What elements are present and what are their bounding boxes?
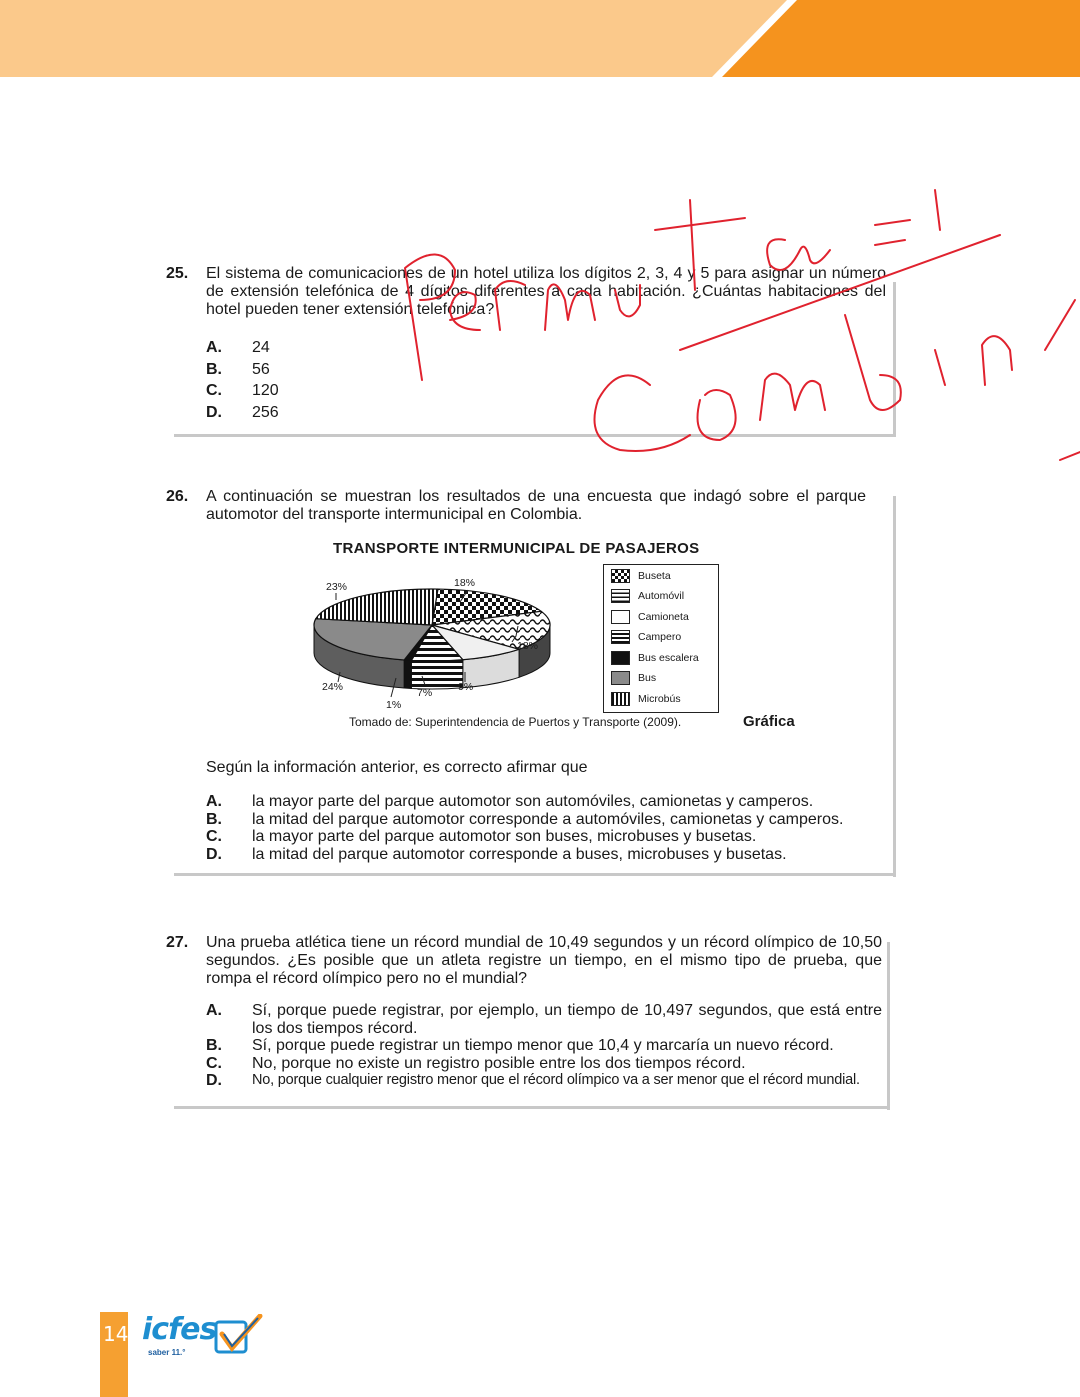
option-25-c[interactable] <box>206 382 506 404</box>
question-26-options <box>206 793 886 863</box>
logo-subtitle: saber 11.° <box>148 1348 186 1357</box>
figure-label: Gráfica <box>743 713 795 730</box>
chart-source: Tomado de: Superintendencia de Puertos y Transporte (2009). <box>349 715 682 729</box>
swatch-buseta <box>611 569 630 583</box>
option-text: Sí, porque puede registrar, por ejemplo, un tiempo de 10,497 segundos, que está entre los dos tiempos récord. <box>252 1002 882 1037</box>
legend-item-bus-escalera <box>611 651 699 665</box>
option-25-d[interactable] <box>206 404 506 426</box>
option-letter: A. <box>206 793 222 810</box>
legend-item-buseta <box>611 569 671 583</box>
option-text: 256 <box>252 403 279 421</box>
option-26-b[interactable] <box>206 811 886 829</box>
option-27-d[interactable] <box>206 1072 882 1090</box>
option-25-a[interactable] <box>206 339 506 361</box>
swatch-camioneta <box>611 610 630 624</box>
legend-item-automovil <box>611 589 684 603</box>
legend-item-campero <box>611 630 681 644</box>
question-27-frame-bottom <box>174 1106 890 1109</box>
option-26-d[interactable] <box>206 846 886 864</box>
option-text: No, porque cualquier registro menor que el récord olímpico va a ser menor que el récord mundial. <box>252 1072 860 1088</box>
question-27-number: 27. <box>166 934 189 951</box>
chart-title: TRANSPORTE INTERMUNICIPAL DE PASAJEROS <box>333 540 700 557</box>
legend-item-bus <box>611 671 656 685</box>
question-27-text: Una prueba atlética tiene un récord mundial de 10,49 segundos y un récord olímpico de 10,50 segundos. ¿Es posible que un atleta registre un tiempo, en el mismo tipo de prueba, que rompa el récord olímpico pero no el mundial? <box>206 934 882 987</box>
option-27-b[interactable] <box>206 1037 882 1055</box>
legend-label: Microbús <box>638 693 681 705</box>
option-letter: D. <box>206 403 222 421</box>
option-letter: B. <box>206 1037 222 1054</box>
legend-item-camioneta <box>611 610 689 624</box>
question-25-options <box>206 339 506 425</box>
question-26-frame-bottom <box>174 873 896 876</box>
question-25-number: 25. <box>166 265 189 282</box>
swatch-bus <box>611 671 630 685</box>
question-27-options <box>206 1002 882 1090</box>
pie-label-camioneta: 9% <box>458 681 474 693</box>
option-letter: A. <box>206 339 222 356</box>
pie-label-automovil: 18% <box>517 640 539 652</box>
question-26-text: A continuación se muestran los resultados de una encuesta que indagó sobre el parque automotor del transporte intermunicipal en Colombia. <box>206 488 866 523</box>
option-26-a[interactable] <box>206 793 886 811</box>
option-letter: B. <box>206 810 222 828</box>
pie-label-bus-escalera: 1% <box>386 699 402 711</box>
option-text: la mitad del parque automotor corresponde a automóviles, camionetas y camperos. <box>252 810 844 828</box>
option-letter: C. <box>206 1054 222 1072</box>
option-text: la mayor parte del parque automotor son automóviles, camionetas y camperos. <box>252 793 814 810</box>
option-text: 24 <box>252 339 270 356</box>
option-letter: B. <box>206 360 222 378</box>
question-25-frame-right <box>893 282 896 437</box>
option-text: Sí, porque puede registrar un tiempo menor que 10,4 y marcaría un nuevo récord. <box>252 1037 834 1054</box>
pie-label-buseta: 18% <box>454 577 476 589</box>
legend-label: Bus <box>638 672 657 684</box>
option-text: la mitad del parque automotor corresponde a buses, microbuses y busetas. <box>252 845 787 863</box>
pie-label-campero: 7% <box>417 687 433 699</box>
legend-item-microbus <box>611 692 681 706</box>
question-26-frame-right <box>893 496 896 877</box>
swatch-automovil <box>611 589 630 603</box>
swatch-microbus <box>611 692 630 706</box>
pie-label-bus: 24% <box>322 681 344 693</box>
pie-label-microbus: 23% <box>326 581 348 593</box>
legend-label: Camioneta <box>638 611 689 623</box>
swatch-bus-escalera <box>611 651 630 665</box>
pie-leader-lines <box>300 570 560 720</box>
option-letter: C. <box>206 828 222 845</box>
option-26-c[interactable] <box>206 828 886 846</box>
legend-label: Bus escalera <box>638 652 699 664</box>
question-25-frame-bottom <box>174 434 896 437</box>
option-letter: D. <box>206 1072 222 1089</box>
chart-legend <box>603 564 719 713</box>
option-letter: A. <box>206 1002 222 1019</box>
option-27-a[interactable] <box>206 1002 882 1037</box>
question-26-number: 26. <box>166 488 189 505</box>
check-icon <box>214 1314 264 1358</box>
question-27-frame-right <box>887 942 890 1110</box>
question-25-text: El sistema de comunicaciones de un hotel utiliza los dígitos 2, 3, 4 y 5 para asignar un número de extensión telefónica de 4 dígitos diferentes a cada habitación. ¿Cuántas habitaciones del hotel pueden tener extensión telefónica? <box>206 265 886 318</box>
option-text: la mayor parte del parque automotor son buses, microbuses y busetas. <box>252 828 757 845</box>
swatch-campero <box>611 630 630 644</box>
option-text: 56 <box>252 360 270 378</box>
icfes-logo <box>142 1312 217 1357</box>
legend-label: Buseta <box>638 570 671 582</box>
option-letter: C. <box>206 382 222 399</box>
legend-label: Automóvil <box>638 590 685 602</box>
option-25-b[interactable] <box>206 361 506 383</box>
page-number: 14 <box>103 1322 129 1346</box>
option-text: No, porque no existe un registro posible entre los dos tiempos récord. <box>252 1054 746 1072</box>
legend-label: Campero <box>638 631 682 643</box>
header-accent <box>0 0 1080 77</box>
question-26-prompt: Según la información anterior, es correcto afirmar que <box>206 759 588 776</box>
option-27-c[interactable] <box>206 1055 882 1073</box>
option-letter: D. <box>206 845 222 863</box>
logo-wordmark: icfes <box>142 1312 217 1347</box>
option-text: 120 <box>252 382 279 399</box>
